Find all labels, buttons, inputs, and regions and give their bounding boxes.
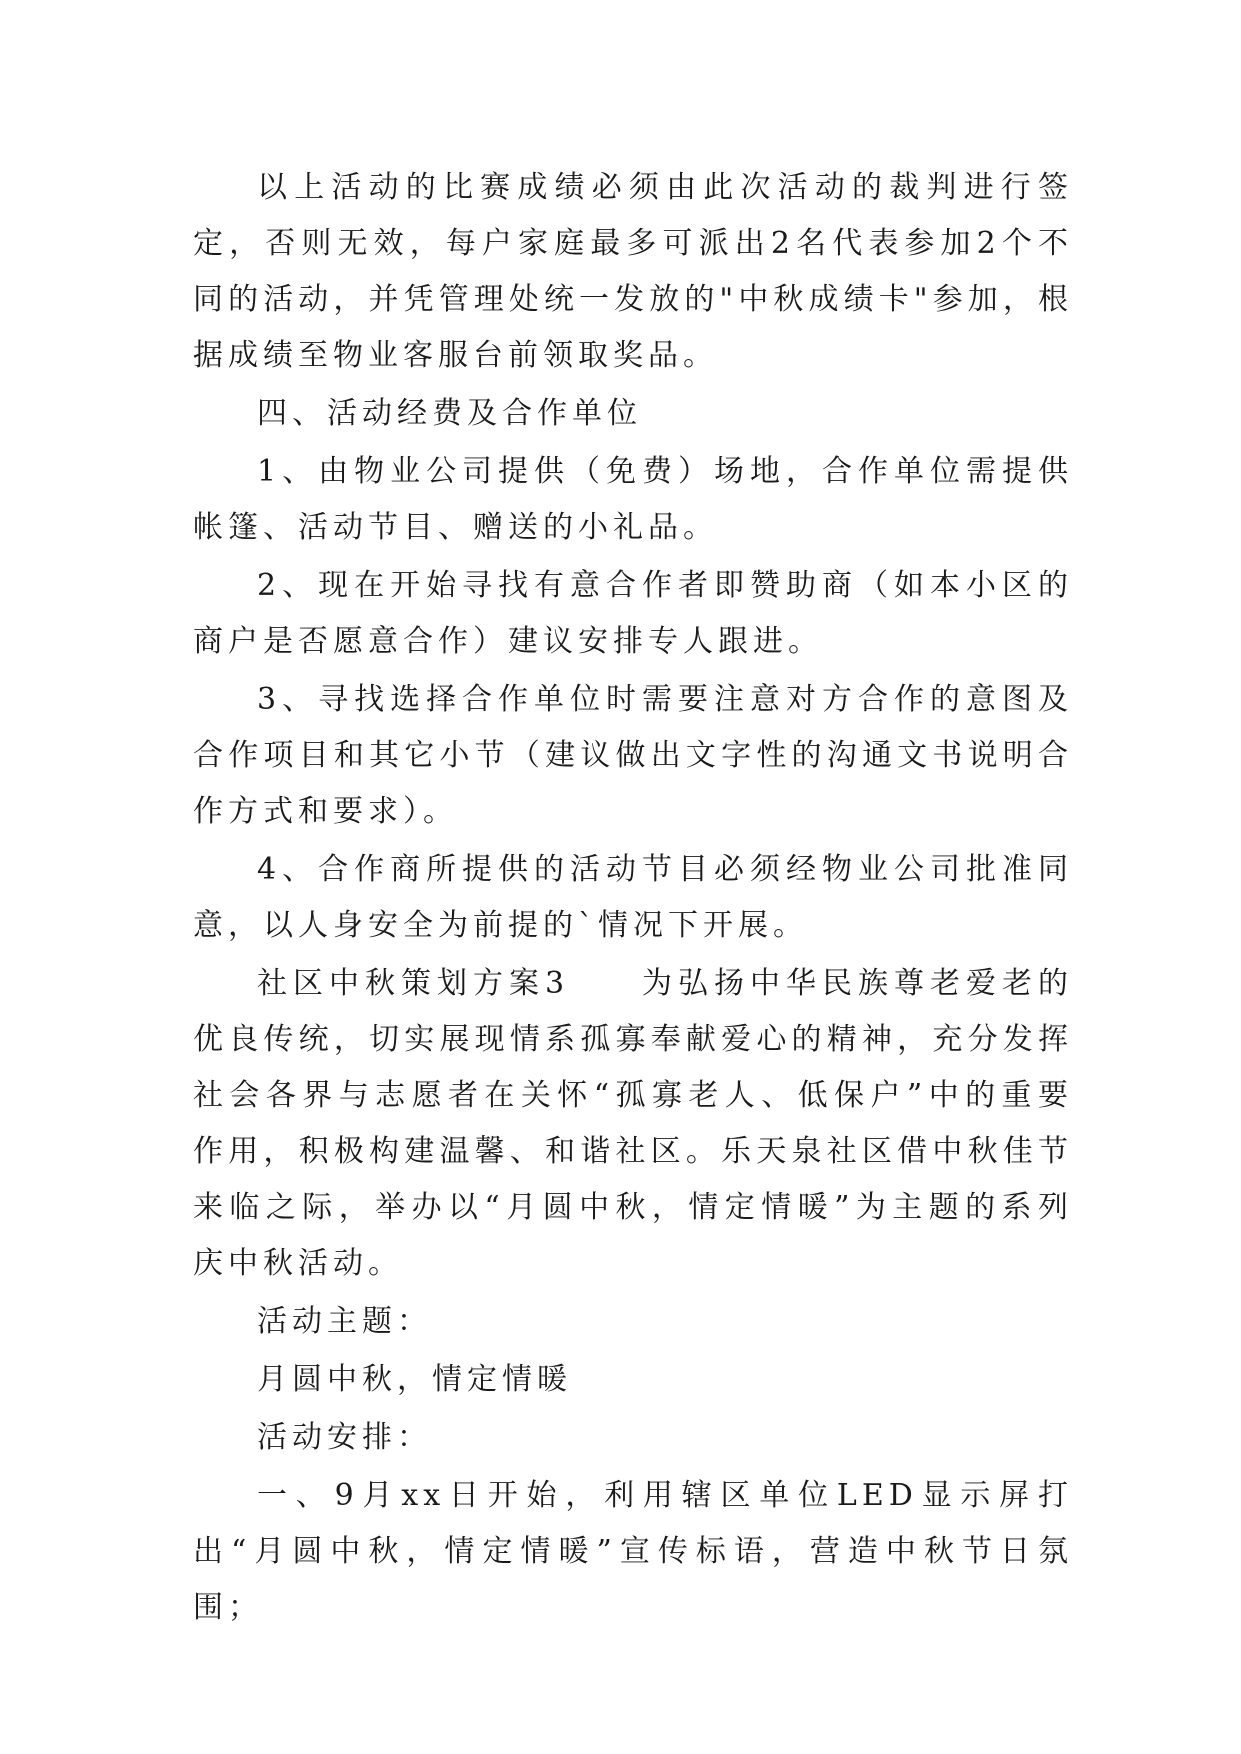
paragraph-plan-3-intro: 社区中秋策划方案3 为弘扬中华民族尊老爱老的优良传统，切实展现情系孤寡奉献爱心的精神，充分发挥社会各界与志愿者在关怀“孤寡老人、低保户”中的重要作用，积极构建温馨、和谐社区。乐天泉社区借中秋佳节来临之际，举办以“月圆中秋，情定情暖”为主题的系列庆中秋活动。 [193, 966, 1073, 1281]
heading-activity-theme: 活动主题： [257, 1304, 432, 1339]
paragraph-theme-text: 月圆中秋，情定情暖 [257, 1362, 572, 1397]
document-body [193, 160, 1073, 1638]
heading-funding-partners: 四、活动经费及合作单位 [257, 396, 642, 431]
paragraph-item-4: 4、合作商所提供的活动节目必须经物业公司批准同意，以人身安全为前提的`情况下开展。 [193, 852, 1073, 943]
paragraph-item-2: 2、现在开始寻找有意合作者即赞助商（如本小区的商户是否愿意合作）建议安排专人跟进。 [193, 568, 1073, 659]
heading-activity-arrangement: 活动安排： [257, 1420, 432, 1455]
paragraph-item-3: 3、寻找选择合作单位时需要注意对方合作的意图及合作项目和其它小节（建议做出文字性的沟通文书说明合作方式和要求）。 [193, 682, 1073, 829]
paragraph-item-1: 1、由物业公司提供（免费）场地，合作单位需提供帐篷、活动节目、赠送的小礼品。 [193, 454, 1073, 545]
paragraph-results-rules: 以上活动的比赛成绩必须由此次活动的裁判进行签定，否则无效，每户家庭最多可派出2名代表参加2个不同的活动，并凭管理处统一发放的"中秋成绩卡"参加，根据成绩至物业客服台前领取奖品。 [193, 170, 1073, 373]
paragraph-arrangement-1: 一、9月xx日开始，利用辖区单位LED显示屏打出“月圆中秋，情定情暖”宣传标语，营造中秋节日氛围； [193, 1478, 1073, 1625]
